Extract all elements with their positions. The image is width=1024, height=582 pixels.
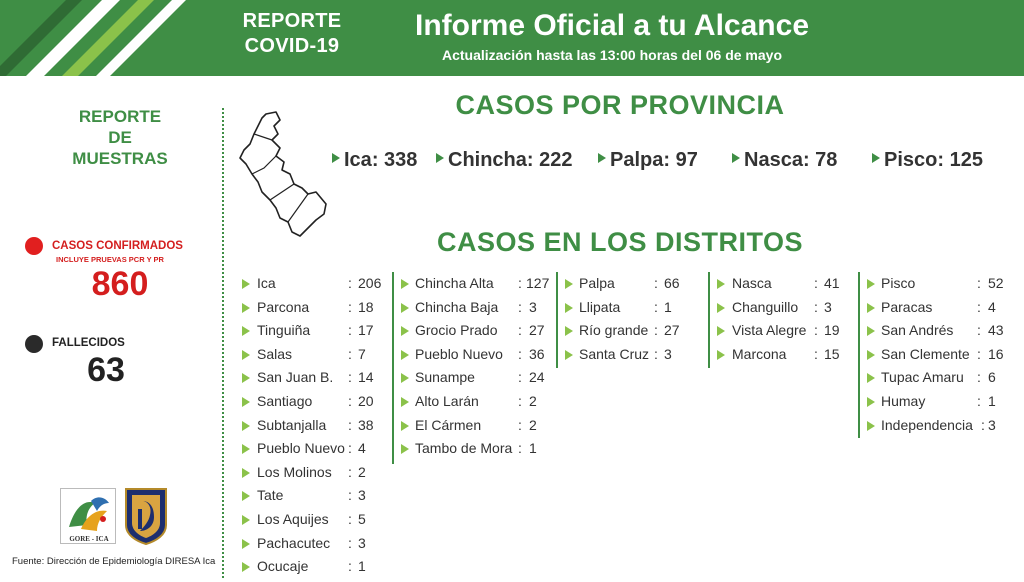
district-row: Nasca : 41 bbox=[717, 272, 857, 296]
muestras-line2: DE bbox=[108, 128, 132, 147]
district-row: Chincha Baja : 3 bbox=[401, 296, 553, 320]
province-item-chincha: Chincha: 222 bbox=[436, 146, 573, 174]
bullet-arrow-icon bbox=[401, 373, 409, 383]
province-item-ica: Ica: 338 bbox=[332, 146, 417, 174]
muestras-line3: MUESTRAS bbox=[72, 149, 168, 168]
bullet-arrow-icon bbox=[717, 303, 725, 313]
province-item-palpa: Palpa: 97 bbox=[598, 146, 698, 174]
bullet-arrow-icon bbox=[717, 350, 725, 360]
page-subtitle: Actualización hasta las 13:00 horas del 06 de mayo bbox=[441, 47, 783, 63]
district-row: Pisco : 52 bbox=[867, 272, 1017, 296]
district-row: Tambo de Mora : 1 bbox=[401, 437, 553, 461]
district-row: Los Aquijes : 5 bbox=[242, 508, 390, 532]
bullet-arrow-icon bbox=[867, 397, 875, 407]
district-row: Tinguiña : 17 bbox=[242, 319, 390, 343]
bullet-arrow-icon bbox=[242, 303, 250, 313]
district-row: Humay : 1 bbox=[867, 390, 1017, 414]
bullet-arrow-icon bbox=[732, 153, 740, 163]
bullet-arrow-icon bbox=[867, 421, 875, 431]
provinces-title: CASOS POR PROVINCIA bbox=[455, 90, 785, 120]
bullet-arrow-icon bbox=[401, 303, 409, 313]
bullet-arrow-icon bbox=[242, 444, 250, 454]
deaths-dot-icon bbox=[25, 335, 43, 353]
column-divider bbox=[708, 272, 710, 368]
bullet-arrow-icon bbox=[242, 421, 250, 431]
report-tag-line1: REPORTE bbox=[242, 10, 342, 32]
column-divider bbox=[556, 272, 558, 368]
bullet-arrow-icon bbox=[332, 153, 340, 163]
district-list-nasca bbox=[717, 272, 857, 366]
district-row: Independencia : 3 bbox=[867, 414, 1017, 438]
panel-divider bbox=[222, 108, 224, 578]
bullet-arrow-icon bbox=[401, 444, 409, 454]
district-list-pisco bbox=[867, 272, 1017, 437]
bullet-arrow-icon bbox=[242, 539, 250, 549]
district-row: Santiago : 20 bbox=[242, 390, 390, 414]
svg-text:GORE - ICA: GORE - ICA bbox=[69, 535, 109, 543]
bullet-arrow-icon bbox=[401, 326, 409, 336]
district-row: Palpa : 66 bbox=[565, 272, 705, 296]
district-row: Parcona : 18 bbox=[242, 296, 390, 320]
deaths-label: FALLECIDOS bbox=[52, 337, 125, 349]
bullet-arrow-icon bbox=[242, 373, 250, 383]
district-row: Salas : 7 bbox=[242, 343, 390, 367]
province-item-nasca: Nasca: 78 bbox=[732, 146, 837, 174]
district-row: El Cármen : 2 bbox=[401, 414, 553, 438]
district-row: Marcona : 15 bbox=[717, 343, 857, 367]
bullet-arrow-icon bbox=[867, 303, 875, 313]
muestras-heading bbox=[40, 106, 200, 169]
bullet-arrow-icon bbox=[242, 397, 250, 407]
district-row: Subtanjalla : 38 bbox=[242, 414, 390, 438]
bullet-arrow-icon bbox=[565, 326, 573, 336]
district-row: Pachacutec : 3 bbox=[242, 532, 390, 556]
province-item-pisco: Pisco: 125 bbox=[872, 146, 983, 174]
bullet-arrow-icon bbox=[242, 468, 250, 478]
bullet-arrow-icon bbox=[867, 350, 875, 360]
bullet-arrow-icon bbox=[242, 515, 250, 525]
district-row: Pueblo Nuevo : 4 bbox=[242, 437, 390, 461]
district-list-chincha bbox=[401, 272, 553, 461]
bullet-arrow-icon bbox=[242, 326, 250, 336]
district-row: Changuillo : 3 bbox=[717, 296, 857, 320]
district-row: San Juan B. : 14 bbox=[242, 366, 390, 390]
header-banner bbox=[0, 0, 1024, 76]
bullet-arrow-icon bbox=[717, 326, 725, 336]
district-row: Los Molinos : 2 bbox=[242, 461, 390, 485]
source-note: Fuente: Dirección de Epidemiología DIRESA Ica bbox=[12, 556, 216, 567]
muestras-line1: REPORTE bbox=[78, 107, 162, 126]
bullet-arrow-icon bbox=[242, 491, 250, 501]
gore-ica-logo bbox=[60, 488, 116, 544]
bullet-arrow-icon bbox=[401, 397, 409, 407]
confirmed-dot-icon bbox=[25, 237, 43, 255]
district-row: Tate : 3 bbox=[242, 484, 390, 508]
bullet-arrow-icon bbox=[401, 279, 409, 289]
district-row: San Clemente : 16 bbox=[867, 343, 1017, 367]
district-list-palpa bbox=[565, 272, 705, 366]
bullet-arrow-icon bbox=[242, 350, 250, 360]
district-row: San Andrés : 43 bbox=[867, 319, 1017, 343]
confirmed-value: 860 bbox=[91, 265, 149, 303]
districts-title: CASOS EN LOS DISTRITOS bbox=[436, 227, 804, 257]
page-title: Informe Oficial a tu Alcance bbox=[415, 9, 809, 42]
deaths-value: 63 bbox=[87, 351, 125, 389]
bullet-arrow-icon bbox=[867, 326, 875, 336]
bullet-arrow-icon bbox=[867, 373, 875, 383]
district-row: Río grande : 27 bbox=[565, 319, 705, 343]
column-divider bbox=[392, 272, 394, 464]
district-row: Santa Cruz : 3 bbox=[565, 343, 705, 367]
district-row: Pueblo Nuevo : 36 bbox=[401, 343, 553, 367]
district-row: Ica : 206 bbox=[242, 272, 390, 296]
district-row: Paracas : 4 bbox=[867, 296, 1017, 320]
district-row: Tupac Amaru : 6 bbox=[867, 366, 1017, 390]
bullet-arrow-icon bbox=[242, 279, 250, 289]
district-row: Llipata : 1 bbox=[565, 296, 705, 320]
column-divider bbox=[858, 272, 860, 438]
district-row: Sunampe : 24 bbox=[401, 366, 553, 390]
bullet-arrow-icon bbox=[872, 153, 880, 163]
bullet-arrow-icon bbox=[401, 350, 409, 360]
district-row: Vista Alegre : 19 bbox=[717, 319, 857, 343]
header-stripes-decoration bbox=[0, 0, 200, 76]
bullet-arrow-icon bbox=[401, 421, 409, 431]
confirmed-note: INCLUYE PRUEVAS PCR Y PR bbox=[56, 255, 164, 264]
district-row: Grocio Prado : 27 bbox=[401, 319, 553, 343]
bullet-arrow-icon bbox=[565, 279, 573, 289]
bullet-arrow-icon bbox=[717, 279, 725, 289]
ica-region-map-icon bbox=[236, 108, 330, 240]
district-row: Chincha Alta : 127 bbox=[401, 272, 553, 296]
bullet-arrow-icon bbox=[565, 350, 573, 360]
bullet-arrow-icon bbox=[565, 303, 573, 313]
report-tag bbox=[228, 9, 356, 59]
bullet-arrow-icon bbox=[598, 153, 606, 163]
diresa-shield-logo bbox=[124, 487, 168, 545]
district-row: Alto Larán : 2 bbox=[401, 390, 553, 414]
bullet-arrow-icon bbox=[242, 562, 250, 572]
district-row: Ocucaje : 1 bbox=[242, 555, 390, 579]
district-list-ica bbox=[242, 272, 390, 579]
report-tag-line2: COVID-19 bbox=[244, 35, 340, 57]
bullet-arrow-icon bbox=[867, 279, 875, 289]
bullet-arrow-icon bbox=[436, 153, 444, 163]
confirmed-label: CASOS CONFIRMADOS bbox=[52, 240, 183, 252]
